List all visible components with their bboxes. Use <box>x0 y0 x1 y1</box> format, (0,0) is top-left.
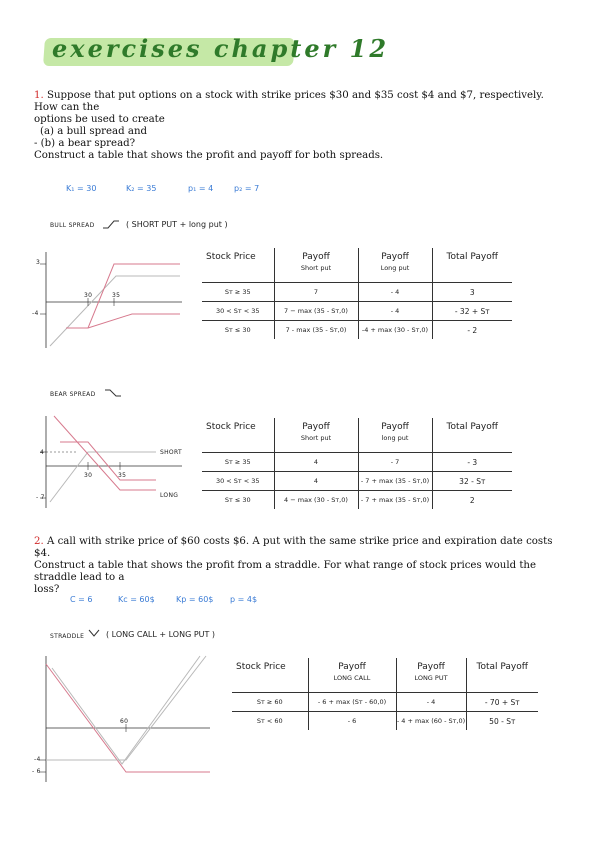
table-row: 30 < Sᴛ < 35 4 - 7 + max (35 - Sᴛ,0) 32 - Sᴛ <box>202 472 512 491</box>
straddle-icon <box>88 628 100 638</box>
page-title: exercises chapter 12 <box>52 34 390 63</box>
bear-header-short-put: Payoff Short put <box>274 418 358 453</box>
bull-tick-35: 35 <box>112 292 121 299</box>
bear-line-label-short: SHORT <box>160 449 182 456</box>
bear-spread-table <box>202 418 512 509</box>
table-row: 30 < Sᴛ < 35 7 − max (35 - Sᴛ,0) - 4 - 32 + Sᴛ <box>202 302 512 321</box>
question-1-number: 1. <box>34 90 44 101</box>
bear-header-stock-price: Stock Price <box>206 422 256 432</box>
bull-tick-30: 30 <box>84 292 93 299</box>
var-p1: p₁ = 4 <box>188 184 214 193</box>
bear-spread-icon <box>104 388 122 398</box>
bull-spread-icon <box>102 218 120 230</box>
bear-header-total: Total Payoff <box>432 418 512 453</box>
bull-header-stock-price: Stock Price <box>206 252 256 262</box>
bear-axis-label-bottom: - 7 <box>36 494 45 501</box>
question-2-number: 2. <box>34 536 44 547</box>
var-c: C = 6 <box>70 595 93 604</box>
var-k1: K₁ = 30 <box>66 184 97 193</box>
bull-header-long-put: Payoff Long put <box>358 248 432 283</box>
bull-axis-label-bottom: -4 <box>32 310 39 317</box>
bear-line-label-long: LONG <box>160 492 179 499</box>
var-p2: p₂ = 7 <box>234 184 260 193</box>
bear-spread-label: BEAR SPREAD <box>50 391 96 398</box>
table-row: Sᴛ < 60 - 6 - 4 + max (60 - Sᴛ,0) 50 - Sᴛ <box>232 712 538 731</box>
table-row: Sᴛ ≥ 35 4 - 7 - 3 <box>202 453 512 472</box>
straddle-header-stock-price: Stock Price <box>236 662 286 672</box>
bull-axis-label-top: 3 <box>36 259 41 266</box>
bull-header-short-put: Payoff Short put <box>274 248 358 283</box>
straddle-header-long-call: Payoff LONG CALL <box>308 658 396 693</box>
bull-spread-table <box>202 248 512 339</box>
straddle-axis-label-bottom: - 6 <box>32 768 41 775</box>
straddle-table <box>232 658 538 730</box>
bear-tick-30: 30 <box>84 472 93 479</box>
var-p: p = 4$ <box>230 595 258 604</box>
bull-spread-chart <box>32 248 192 353</box>
table-row: Sᴛ ≥ 35 7 - 4 3 <box>202 283 512 302</box>
var-k2: K₂ = 35 <box>126 184 157 193</box>
bear-tick-35: 35 <box>118 472 127 479</box>
straddle-header-long-put: Payoff LONG PUT <box>396 658 466 693</box>
straddle-header-total: Total Payoff <box>466 658 538 693</box>
var-kp: Kp = 60$ <box>176 595 214 604</box>
straddle-desc: ( LONG CALL + LONG PUT ) <box>106 630 216 639</box>
table-row: Sᴛ ≥ 60 - 6 + max (Sᴛ - 60,0) - 4 - 70 + Sᴛ <box>232 693 538 712</box>
question-2: 2. A call with strike price of $60 costs $6. A put with the same strike price and expiration date costs $4. Construct a table that shows the profit from a straddle. For what range of stock prices would the straddle lead to a loss? <box>34 536 553 595</box>
straddle-label: STRADDLE <box>50 633 85 640</box>
bear-header-long-put: Payoff long put <box>358 418 432 453</box>
var-kc: Kc = 60$ <box>118 595 155 604</box>
bull-header-total: Total Payoff <box>432 248 512 283</box>
straddle-tick-60: 60 <box>120 718 129 725</box>
bull-spread-label: BULL SPREAD <box>50 222 95 229</box>
bear-axis-label-top: 4 <box>40 449 45 456</box>
bull-spread-desc: ( SHORT PUT + long put ) <box>126 220 228 229</box>
question-1: 1. Suppose that put options on a stock with strike prices $30 and $35 cost $4 and $7, respectively. How can the options be used to create (a) a bull spread and - (b) a bear spread? Construct a table that shows the profit and payoff for both spreads. <box>34 90 544 161</box>
straddle-axis-label-top: -4 <box>34 756 41 763</box>
table-row: Sᴛ ≤ 30 4 − max (30 - Sᴛ,0) - 7 + max (35 - Sᴛ,0) 2 <box>202 491 512 510</box>
table-row: Sᴛ ≤ 30 7 - max (35 - Sᴛ,0) -4 + max (30 - Sᴛ,0) - 2 <box>202 321 512 340</box>
